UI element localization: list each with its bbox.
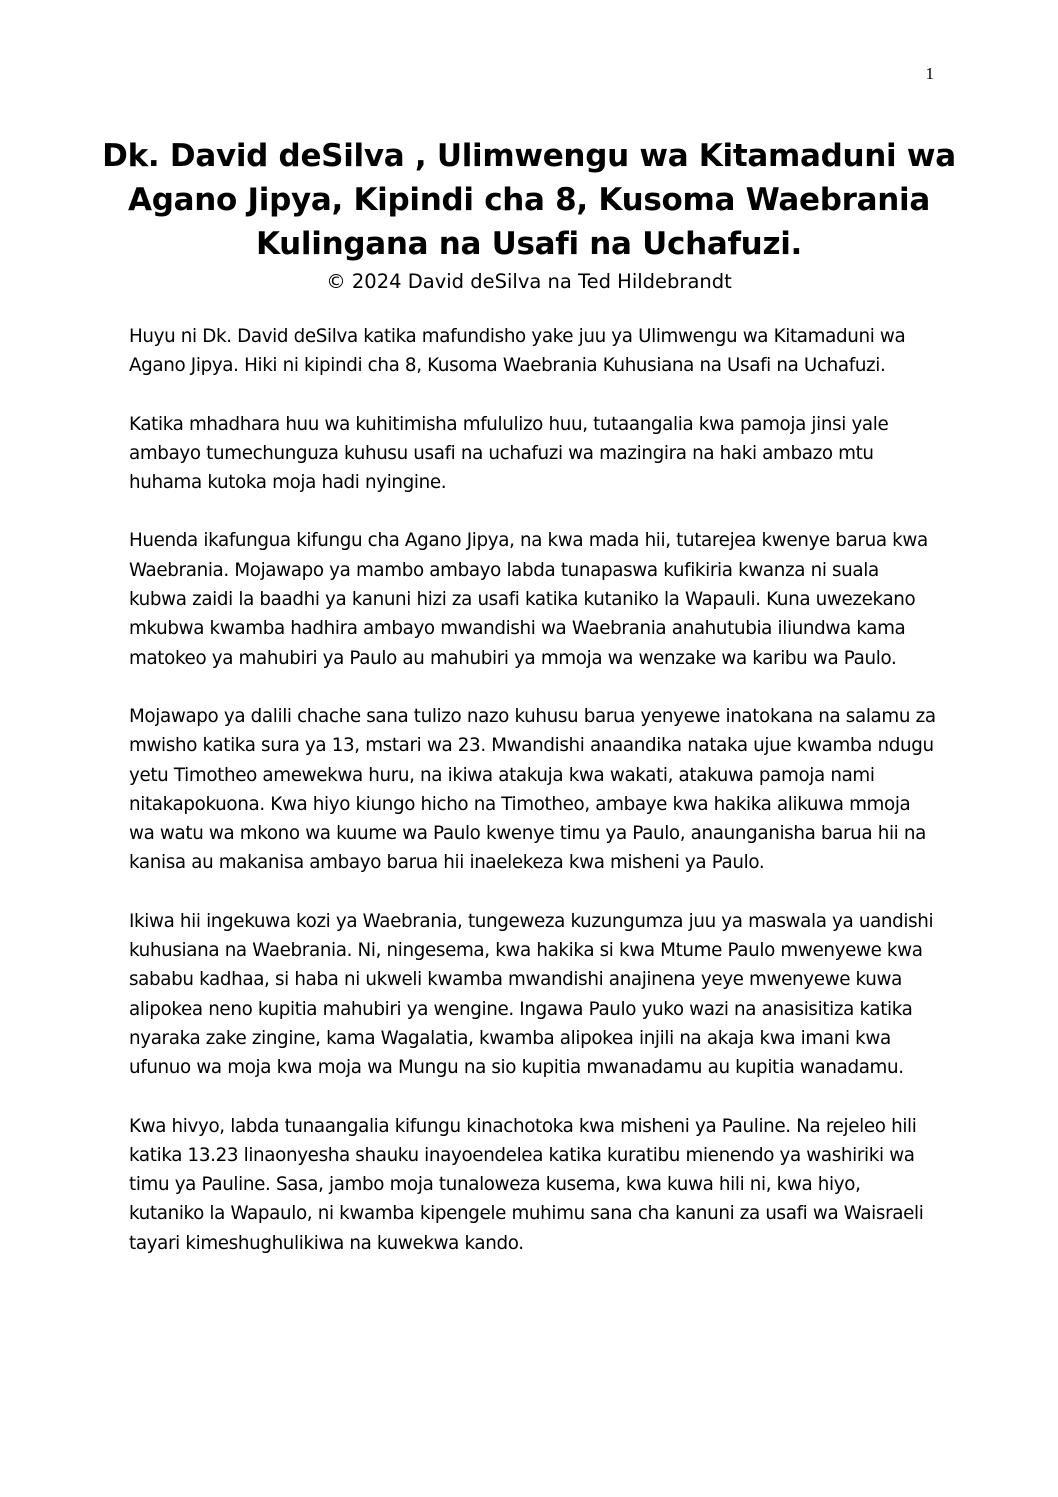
document-title: Dk. David deSilva , Ulimwengu wa Kitamaduni wa Agano Jipya, Kipindi cha 8, Kusoma Waebrania Kulingana na Usafi na Uchafuzi. (102, 138, 956, 262)
paragraph: Huenda ikafungua kifungu cha Agano Jipya, na kwa mada hii, tutarejea kwenye barua kwa Waebrania. Mojawapo ya mambo ambayo labda tunapaswa kufikiria kwanza ni suala kubwa zaidi la baadhi ya kanuni hizi za usafi katika kutaniko la Wapauli. Kuna uwezekano mkubwa kwamba hadhira ambayo mwandishi wa Waebrania anahutubia iliundwa kama matokeo ya mahubiri ya Paulo au mahubiri ya mmoja wa wenzake wa karibu wa Paulo. (129, 530, 928, 669)
paragraph: Kwa hivyo, labda tunaangalia kifungu kinachotoka kwa misheni ya Pauline. Na rejeleo hili katika 13.23 linaonyesha shauku inayoendelea katika kuratibu mienendo ya washiriki wa timu ya Pauline. Sasa, jambo moja tunaloweza kusema, kwa kuwa hili ni, kwa hiyo, kutaniko la Wapaulo, ni kwamba kipengele muhimu sana cha kanuni za usafi wa Waisraeli tayari kimeshughulikiwa na kuwekwa kando. (129, 1115, 924, 1254)
page-number: 1 (925, 64, 934, 83)
paragraph: Katika mhadhara huu wa kuhitimisha mfululizo huu, tutaangalia kwa pamoja jinsi yale ambayo tumechunguza kuhusu usafi na uchafuzi wa mazingira na haki ambazo mtu huhama kutoka moja hadi nyingine. (129, 413, 889, 494)
paragraph: Mojawapo ya dalili chache sana tulizo nazo kuhusu barua yenyewe inatokana na salamu za mwisho katika sura ya 13, mstari wa 23. Mwandishi anaandika nataka ujue kwamba ndugu yetu Timotheo amewekwa huru, na ikiwa atakuja kwa wakati, atakuwa pamoja nami nitakapokuona. Kwa hiyo kiungo hicho na Timotheo, ambaye kwa hakika alikuwa mmoja wa watu wa mkono wa kuume wa Paulo kwenye timu ya Paulo, anaunganisha barua hii na kanisa au makanisa ambayo barua hii inaelekeza kwa misheni ya Paulo. (129, 705, 936, 874)
paragraph: Ikiwa hii ingekuwa kozi ya Waebrania, tungeweza kuzungumza juu ya maswala ya uandishi kuhusiana na Waebrania. Ni, ningesema, kwa hakika si kwa Mtume Paulo mwenyewe kwa sababu kadhaa, si haba ni ukweli kwamba mwandishi anajinena yeye mwenyewe kuwa alipokea neno kupitia mahubiri ya wengine. Ingawa Paulo yuko wazi na anasisitiza katika nyaraka zake zingine, kama Wagalatia, kwamba alipokea injili na akaja kwa imani kwa ufunuo wa moja kwa moja wa Mungu na sio kupitia mwanadamu au kupitia wanadamu. (129, 910, 934, 1079)
paragraph: Huyu ni Dk. David deSilva katika mafundisho yake juu ya Ulimwengu wa Kitamaduni wa Agano Jipya. Hiki ni kipindi cha 8, Kusoma Waebrania Kuhusiana na Usafi na Uchafuzi. (129, 326, 906, 377)
document-body (129, 322, 937, 1287)
copyright-line: © 2024 David deSilva na Ted Hildebrandt (326, 270, 732, 293)
